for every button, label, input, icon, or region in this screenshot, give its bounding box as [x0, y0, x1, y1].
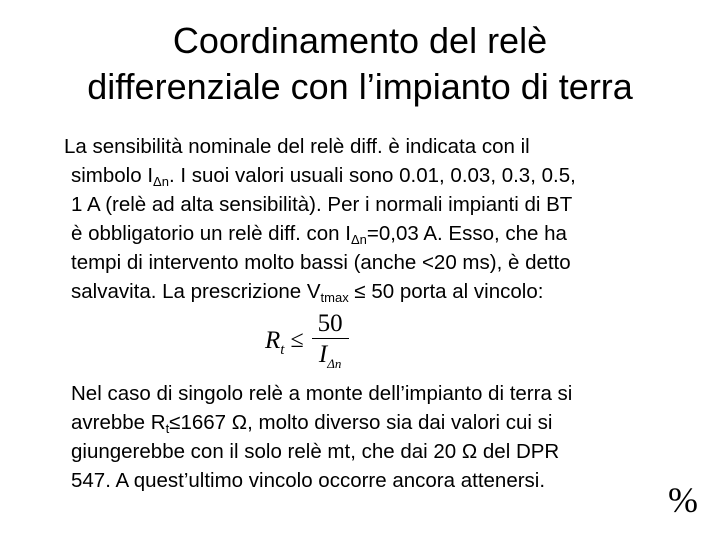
title-line-2: differenziale con l’impianto di terra	[87, 66, 633, 107]
p1-line-2-subscript: Δn	[153, 174, 169, 189]
p1-line-3	[64, 190, 704, 219]
p2-line-3-text: giungerebbe con il solo relè mt, che dai 20 Ω del DPR	[71, 440, 560, 463]
paragraph-sensitivity	[64, 132, 704, 306]
formula-numerator: 50	[312, 310, 349, 339]
formula-lhs-symbol: R	[265, 326, 281, 354]
p1-line-2-text-a: simbolo I	[71, 164, 154, 187]
p2-line-2-text-a: avrebbe R	[71, 411, 166, 434]
p1-line-5-text: tempi di intervento molto bassi (anche <20 ms), è detto	[71, 251, 571, 274]
p1-line-4-text-b: =0,03 A. Esso, che ha	[366, 222, 567, 245]
p1-line-5	[64, 248, 704, 277]
paragraph-single-relay	[71, 379, 711, 495]
formula-operator: ≤	[290, 327, 304, 353]
p1-line-1	[64, 132, 704, 161]
p1-line-4-text-a: è obbligatorio un relè diff. con I	[71, 222, 351, 245]
formula-rt-inequality	[265, 310, 349, 371]
p2-line-1	[71, 379, 711, 408]
p1-line-6-subscript: tmax	[320, 290, 349, 305]
p2-line-3	[71, 437, 711, 466]
p1-line-4	[64, 219, 704, 248]
title-line-1: Coordinamento del relè	[172, 20, 548, 61]
p1-line-6-text-a: salvavita. La prescrizione V	[71, 280, 321, 303]
p2-line-4-text: 547. A quest’ultimo vincolo occorre ancora attenersi.	[71, 469, 546, 492]
formula-denominator	[319, 339, 341, 371]
p1-line-2-text-b: . I suoi valori usuali sono 0.01, 0.03, 0.3, 0.5,	[168, 164, 576, 187]
formula-lhs	[265, 326, 285, 358]
formula-lhs-subscript: t	[280, 341, 285, 358]
formula-fraction	[312, 310, 349, 371]
formula-denominator-subscript: Δn	[327, 356, 342, 371]
p1-line-3-text: 1 A (relè ad alta sensibilità). Per i normali impianti di BT	[71, 193, 573, 216]
p2-line-2-subscript: t	[165, 421, 170, 436]
p2-line-4	[71, 466, 711, 495]
p2-line-2-text-b: ≤1667 Ω, molto diverso sia dai valori cui si	[169, 411, 553, 434]
p2-line-2	[71, 408, 711, 437]
percent-symbol: %	[668, 480, 698, 520]
slide-title	[0, 18, 720, 110]
p1-line-6	[64, 277, 704, 306]
p1-line-2	[64, 161, 704, 190]
formula-denominator-symbol: I	[318, 341, 328, 368]
p2-line-1-text: Nel caso di singolo relè a monte dell’impianto di terra si	[71, 382, 573, 405]
p1-line-1-text: La sensibilità nominale del relè diff. è indicata con il	[64, 135, 530, 158]
p1-line-4-subscript: Δn	[350, 232, 367, 247]
p1-line-6-text-b: ≤ 50 porta al vincolo:	[348, 280, 544, 303]
